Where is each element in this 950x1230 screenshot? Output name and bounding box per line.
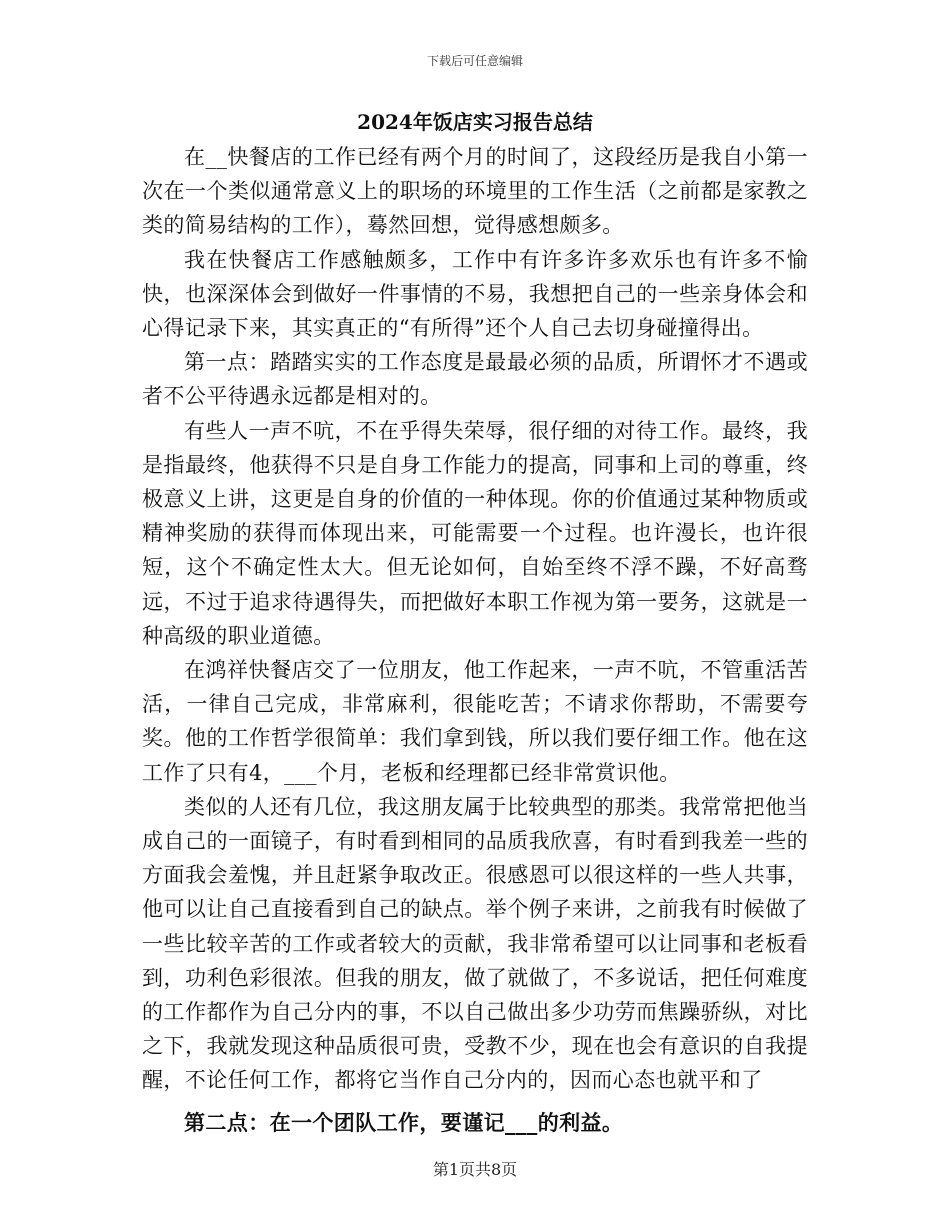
paragraph: 有些人一声不吭，不在乎得失荣辱，很仔细的对待工作。最终，我是指最终，他获得不只是自身工作能力的提高，同事和上司的尊重，终极意义上讲，这更是自身的价值的一种体现。你的价值通过某种物质或精神奖励的获得而体现出来，可能需要一个过程。也许漫长，也许很短，这个不确定性太大。但无论如何，自始至终不浮不躁，不好高骛远，不过于追求待遇得失，而把做好本职工作视为第一要务，这就是一种高级的职业道德。	[142, 418, 808, 648]
paragraph: 在__快餐店的工作已经有两个月的时间了，这段经历是我自小第一次在一个类似通常意义上的职场的环境里的工作生活（之前都是家教之类的简易结构的工作），蓦然回想，觉得感想颇多。	[142, 145, 808, 238]
page-number: 第1页共8页	[432, 1160, 518, 1179]
document-title: 2024年饭店实习报告总结	[357, 110, 593, 134]
paragraph: 类似的人还有几位，我这朋友属于比较典型的那类。我常常把他当成自己的一面镜子，有时看到相同的品质我欣喜，有时看到我差一些的方面我会羞愧，并且赶紧争取改正。很感恩可以很这样的一些人共事，他可以让自己直接看到自己的缺点。举个例子来讲，之前我有时候做了一些比较辛苦的工作或者较大的贡献，我非常希望可以让同事和老板看到，功利色彩很浓。但我的朋友，做了就做了，不多说话，把任何难度的工作都作为自己分内的事，不以自己做出多少功劳而焦躁骄纵，对比之下，我就发现这种品质很可贵，受教不少，现在也会有意识的自我提醒，不论任何工作，都将它当作自己分内的，因而心态也就平和了	[142, 794, 808, 1093]
paragraph: 第一点：踏踏实实的工作态度是最最必须的品质，所谓怀才不遇或者不公平待遇永远都是相对的。	[142, 350, 808, 409]
paragraph: 我在快餐店工作感触颇多，工作中有许多许多欢乐也有许多不愉快，也深深体会到做好一件事情的不易，我想把自己的一些亲身体会和心得记录下来，其实真正的“有所得”还个人自己去切身碰撞得出。	[142, 247, 808, 341]
section-heading: 第二点：在一个团队工作，要谨记___的利益。	[184, 1109, 624, 1135]
paragraph: 在鸿祥快餐店交了一位朋友，他工作起来，一声不吭，不管重活苦活，一律自己完成，非常麻利，很能吃苦；不请求你帮助，不需要夸奖。他的工作哲学很简单：我们拿到钱，所以我们要仔细工作。他在这工作了只有4，___个月，老板和经理都已经非常赏识他。	[142, 658, 808, 785]
document-body	[142, 104, 808, 1140]
page-header: 下载后可任意编辑	[426, 54, 523, 68]
